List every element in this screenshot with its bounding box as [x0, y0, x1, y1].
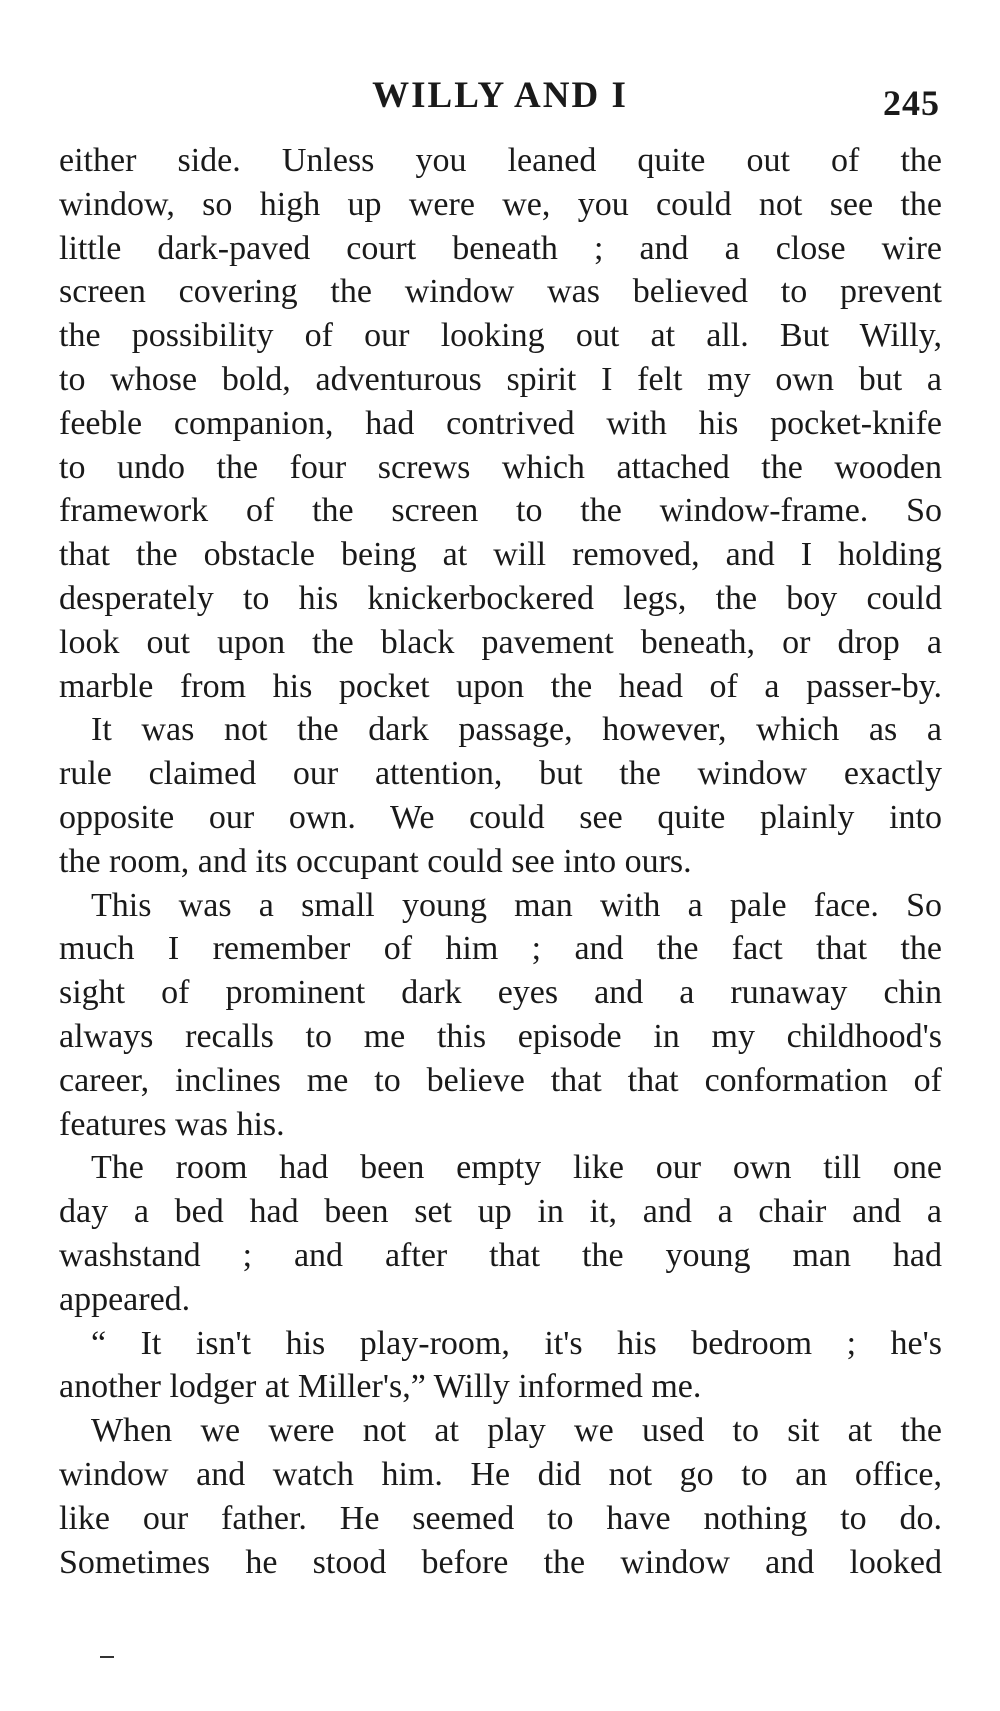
text-line: sight of prominent dark eyes and a runaway chin [59, 974, 942, 1012]
text-line: It was not the dark passage, however, which as a [91, 711, 942, 749]
paragraph [59, 1409, 942, 1584]
text-line: always recalls to me this episode in my childhood's [59, 1017, 942, 1055]
running-head [60, 74, 940, 134]
text-line: day a bed had been set up in it, and a chair and a [59, 1193, 942, 1231]
text-line: little dark-paved court beneath ; and a close wire [59, 229, 942, 267]
paragraph [59, 708, 942, 883]
text-line: desperately to his knickerbockered legs, the boy could [59, 579, 942, 617]
text-line: window, so high up were we, you could not see the [59, 185, 942, 223]
text-line: like our father. He seemed to have nothing to do. [59, 1499, 942, 1537]
running-title: WILLY AND I [372, 75, 628, 116]
text-line: Sometimes he stood before the window and looked [59, 1543, 942, 1581]
text-line: appeared. [59, 1280, 191, 1318]
text-line: career, inclines me to believe that that conformation of [59, 1061, 942, 1099]
text-line: look out upon the black pavement beneath, or drop a [59, 623, 942, 661]
text-line: washstand ; and after that the young man had [59, 1236, 942, 1274]
text-line: either side. Unless you leaned quite out of the [59, 142, 942, 179]
text-line: to whose bold, adventurous spirit I felt my own but a [59, 360, 942, 398]
text-line: features was his. [59, 1105, 285, 1143]
text-line: window and watch him. He did not go to an office, [59, 1455, 942, 1493]
text-line: This was a small young man with a pale face. So [91, 886, 942, 924]
text-line: marble from his pocket upon the head of a passer-by. [59, 667, 942, 705]
text-line: feeble companion, had contrived with his pocket-knife [59, 404, 942, 442]
paragraph [59, 139, 942, 708]
text-line: opposite our own. We could see quite plainly into [59, 798, 942, 836]
text-line: the possibility of our looking out at all. But Willy, [59, 317, 942, 355]
text-line: “ It isn't his play-room, it's his bedroom ; he's [91, 1324, 942, 1362]
body-text [59, 139, 942, 1584]
text-line: When we were not at play we used to sit at the [91, 1412, 942, 1450]
text-line: framework of the screen to the window-frame. So [59, 492, 942, 530]
text-line: to undo the four screws which attached the wooden [59, 448, 942, 486]
text-line: much I remember of him ; and the fact that the [59, 930, 942, 968]
text-line: that the obstacle being at will removed, and I holding [59, 536, 942, 574]
text-line: screen covering the window was believed to prevent [59, 273, 942, 311]
paragraph [59, 1322, 942, 1410]
paragraph [59, 884, 942, 1147]
text-line: another lodger at Miller's,” Willy informed me. [59, 1368, 702, 1406]
text-line: The room had been empty like our own till one [91, 1149, 942, 1187]
page-number: 245 [883, 83, 940, 123]
text-line: rule claimed our attention, but the window exactly [59, 755, 942, 793]
footer-dash [100, 1656, 114, 1658]
paragraph [59, 1146, 942, 1321]
text-line: the room, and its occupant could see into ours. [59, 842, 692, 880]
